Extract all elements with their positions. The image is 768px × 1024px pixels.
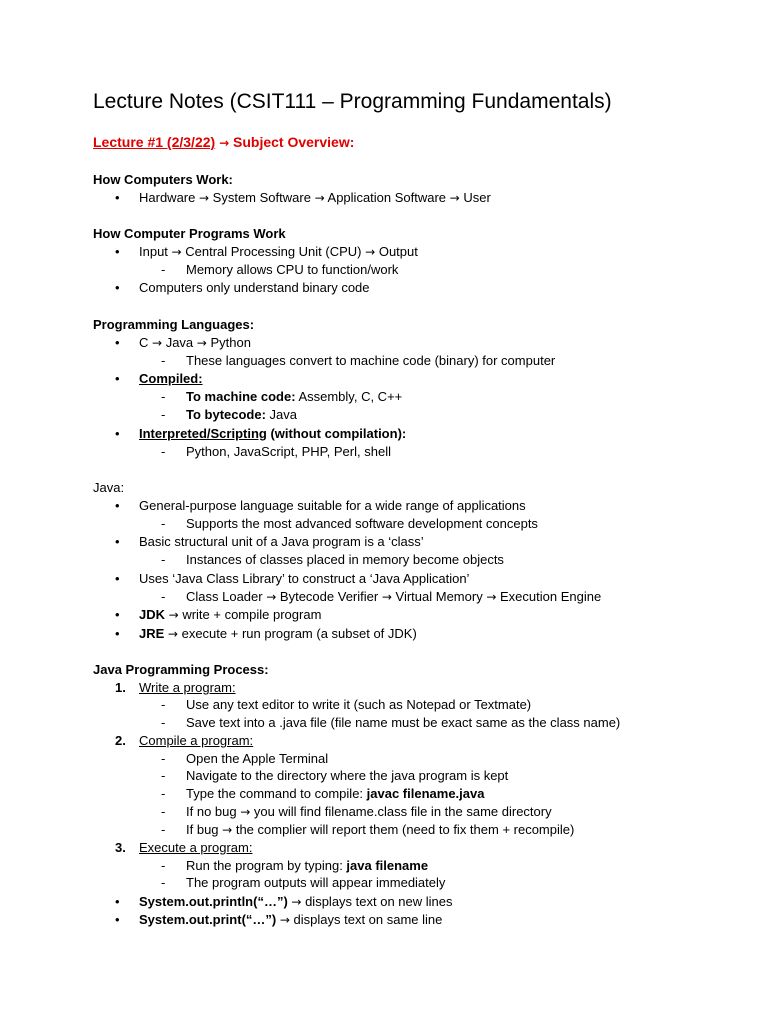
dash-marker: - [161, 552, 166, 567]
item-text: The program outputs will appear immediately [186, 875, 446, 890]
arrow-icon: → [196, 336, 207, 350]
item-text: User [463, 190, 491, 205]
list-item [115, 425, 407, 442]
item-text: Run the program by typing: [186, 858, 347, 873]
item-text: Python, JavaScript, PHP, Perl, shell [186, 444, 391, 459]
item-text: Assembly, C, C++ [295, 389, 403, 404]
item-text: Navigate to the directory where the java program is kept [186, 768, 509, 783]
arrow-icon: → [381, 590, 392, 604]
item-label: To machine code: [186, 389, 296, 404]
dash-marker: - [161, 407, 166, 422]
sub-list-item [161, 388, 403, 405]
list-item [115, 279, 370, 296]
arrow-icon: → [365, 245, 376, 259]
bullet-icon: • [115, 607, 120, 622]
sub-list-item [161, 696, 532, 713]
list-item [115, 732, 254, 749]
sub-list-item [161, 588, 602, 606]
dash-marker: - [161, 353, 166, 368]
list-item [115, 893, 453, 911]
section-heading-process: Java Programming Process: [93, 662, 269, 677]
section-heading-programs: How Computer Programs Work [93, 226, 286, 241]
item-text: Virtual Memory [395, 589, 483, 604]
bullet-icon: • [115, 335, 120, 350]
bullet-icon: • [115, 498, 120, 513]
item-text: Bytecode Verifier [279, 589, 379, 604]
list-item [115, 243, 418, 261]
arrow-icon: → [240, 805, 251, 819]
item-text: Application Software [327, 190, 447, 205]
section-heading-languages: Programming Languages: [93, 317, 255, 332]
item-text: execute + run program (a subset of JDK) [177, 626, 417, 641]
item-text: Type the command to compile: [186, 786, 367, 801]
sub-list-item [161, 767, 509, 784]
item-text: Input [139, 244, 168, 259]
item-text: you will find filename.class file in the same directory [250, 804, 552, 819]
command-text: java filename [346, 858, 429, 873]
item-text: Supports the most advanced software development concepts [186, 516, 538, 531]
sub-list-item [161, 443, 391, 460]
item-text: General-purpose language suitable for a wide range of applications [139, 498, 526, 513]
list-item [115, 606, 322, 624]
dash-marker: - [161, 858, 166, 873]
item-text: Java [265, 407, 298, 422]
sub-list-item [161, 750, 329, 767]
step-number: 1. [115, 680, 126, 695]
item-text: Compiled: [139, 371, 203, 386]
item-label: System.out.println(“…”) [139, 894, 288, 909]
command-text: javac filename.java [366, 786, 485, 801]
sub-list-item [161, 352, 556, 369]
item-label: To bytecode: [186, 407, 266, 422]
list-item [115, 497, 526, 514]
item-text: If bug [186, 822, 219, 837]
step-number: 3. [115, 840, 126, 855]
sub-list-item [161, 857, 429, 874]
dash-marker: - [161, 444, 166, 459]
lecture-heading [93, 133, 354, 153]
item-text: C [139, 335, 149, 350]
item-text: Basic structural unit of a Java program is a ‘class’ [139, 534, 424, 549]
item-text: Open the Apple Terminal [186, 751, 329, 766]
arrow-icon: → [314, 191, 325, 205]
item-text: write + compile program [178, 607, 322, 622]
dash-marker: - [161, 786, 166, 801]
item-text: Write a program: [139, 680, 236, 695]
item-text: Python [210, 335, 251, 350]
arrow-icon: → [291, 895, 302, 909]
arrow-icon: → [152, 336, 163, 350]
arrow-icon: → [167, 627, 178, 641]
sub-list-item [161, 821, 575, 839]
dash-marker: - [161, 262, 166, 277]
item-text: Memory allows CPU to function/work [186, 262, 399, 277]
list-item [115, 370, 203, 387]
list-item [115, 679, 236, 696]
list-item [115, 625, 417, 643]
item-label: JRE [139, 626, 165, 641]
arrow-icon: → [219, 136, 230, 150]
sub-list-item [161, 515, 538, 532]
dash-marker: - [161, 804, 166, 819]
arrow-icon: → [449, 191, 460, 205]
item-text: Use any text editor to write it (such as Notepad or Textmate) [186, 697, 532, 712]
arrow-icon: → [486, 590, 497, 604]
item-text: Compile a program: [139, 733, 254, 748]
sub-list-item [161, 874, 446, 891]
bullet-icon: • [115, 571, 120, 586]
sub-list-item [161, 714, 621, 731]
bullet-icon: • [115, 190, 120, 205]
dash-marker: - [161, 751, 166, 766]
dash-marker: - [161, 715, 166, 730]
bullet-icon: • [115, 280, 120, 295]
dash-marker: - [161, 822, 166, 837]
bullet-icon: • [115, 912, 120, 927]
lecture-label: Lecture #1 (2/3/22) [93, 134, 216, 150]
bullet-icon: • [115, 244, 120, 259]
step-number: 2. [115, 733, 126, 748]
sub-list-item [161, 406, 298, 423]
item-text: Execute a program: [139, 840, 253, 855]
list-item [115, 189, 491, 207]
bullet-icon: • [115, 426, 120, 441]
dash-marker: - [161, 516, 166, 531]
item-label: System.out.print(“…”) [139, 912, 277, 927]
item-text: Java [165, 335, 194, 350]
item-text: Execution Engine [500, 589, 602, 604]
item-text: the complier will report them (need to fix them + recompile) [232, 822, 575, 837]
item-text: Output [378, 244, 418, 259]
dash-marker: - [161, 389, 166, 404]
sub-list-item [161, 785, 485, 802]
dash-marker: - [161, 589, 166, 604]
item-text: displays text on new lines [301, 894, 453, 909]
sub-list-item [161, 803, 552, 821]
bullet-icon: • [115, 371, 120, 386]
bullet-icon: • [115, 626, 120, 641]
item-text: (without compilation): [266, 426, 407, 441]
arrow-icon: → [168, 608, 179, 622]
item-text: System Software [212, 190, 311, 205]
page-title: Lecture Notes (CSIT111 – Programming Fundamentals) [93, 90, 612, 113]
dash-marker: - [161, 697, 166, 712]
item-text: These languages convert to machine code (binary) for computer [186, 353, 556, 368]
list-item [115, 839, 253, 856]
item-text: Uses ‘Java Class Library’ to construct a ‘Java Application’ [139, 571, 470, 586]
item-label: Interpreted/Scripting [139, 426, 267, 441]
item-text: Instances of classes placed in memory become objects [186, 552, 504, 567]
lecture-topic: Subject Overview: [233, 134, 355, 150]
item-text: Central Processing Unit (CPU) [185, 244, 362, 259]
dash-marker: - [161, 875, 166, 890]
sub-list-item [161, 261, 399, 278]
arrow-icon: → [171, 245, 182, 259]
dash-marker: - [161, 768, 166, 783]
item-text: Hardware [139, 190, 196, 205]
list-item [115, 334, 251, 352]
item-text: If no bug [186, 804, 237, 819]
item-text: Class Loader [186, 589, 263, 604]
item-label: JDK [139, 607, 166, 622]
arrow-icon: → [222, 823, 233, 837]
bullet-icon: • [115, 534, 120, 549]
arrow-icon: → [279, 913, 290, 927]
section-heading-java: Java: [93, 480, 125, 495]
list-item [115, 570, 470, 587]
list-item [115, 911, 443, 929]
item-text: Computers only understand binary code [139, 280, 370, 295]
sub-list-item [161, 551, 504, 568]
bullet-icon: • [115, 894, 120, 909]
list-item [115, 533, 424, 550]
arrow-icon: → [266, 590, 277, 604]
item-text: Save text into a .java file (file name must be exact same as the class name) [186, 715, 621, 730]
item-text: displays text on same line [289, 912, 443, 927]
arrow-icon: → [198, 191, 210, 205]
section-heading-computers: How Computers Work: [93, 172, 233, 187]
